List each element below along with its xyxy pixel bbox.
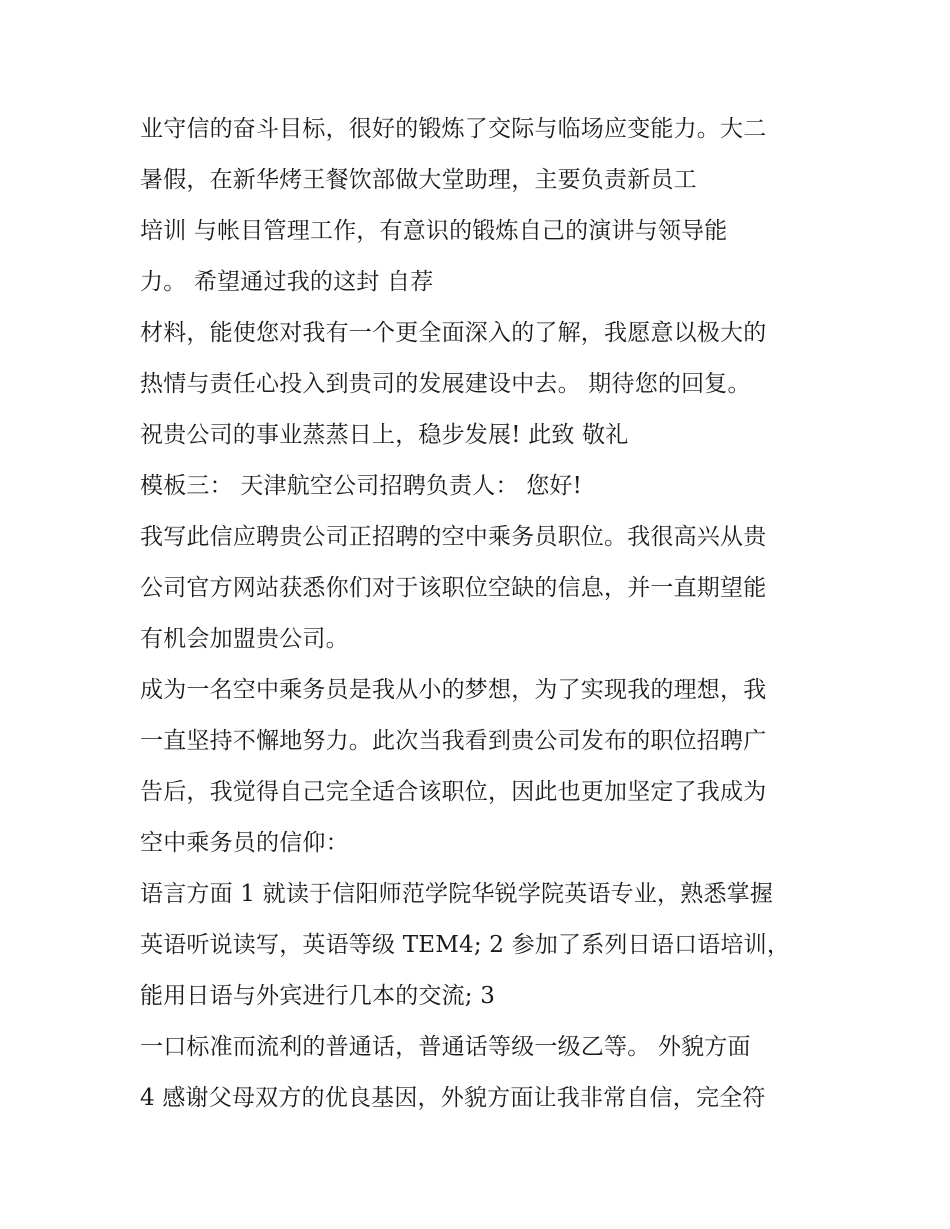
text-line-12: 成为一名空中乘务员是我从小的梦想，为了实现我的理想，我 xyxy=(140,677,767,703)
text-line-7: 祝贵公司的事业蒸蒸日上，稳步发展! 此致 敬礼 xyxy=(140,422,629,448)
section-heading-template-three: 模板三： 天津航空公司招聘负责人： 您好! xyxy=(140,473,583,499)
text-line-19: 一口标准而流利的普通话，普通话等级一级乙等。 外貌方面 xyxy=(140,1034,751,1060)
text-line-13: 一直坚持不懈地努力。此次当我看到贵公司发布的职位招聘广 xyxy=(140,728,767,754)
text-line-16: 语言方面 1 就读于信阳师范学院华锐学院英语专业，熟悉掌握 xyxy=(140,881,774,907)
text-line-3: 培训 与帐目管理工作，有意识的锻炼自己的演讲与领导能 xyxy=(140,218,728,244)
text-line-15: 空中乘务员的信仰： xyxy=(140,830,349,856)
text-line-11: 有机会加盟贵公司。 xyxy=(140,626,349,652)
text-line-6: 热情与责任心投入到贵司的发展建设中去。 期待您的回复。 xyxy=(140,371,751,397)
text-line-1: 业守信的奋斗目标，很好的锻炼了交际与临场应变能力。大二 xyxy=(140,116,767,142)
text-line-20: 4 感谢父母双方的优良基因，外貌方面让我非常自信，完全符 xyxy=(140,1085,766,1111)
text-line-9: 我写此信应聘贵公司正招聘的空中乘务员职位。我很高兴从贵 xyxy=(140,524,767,550)
text-line-10: 公司官方网站获悉你们对于该职位空缺的信息，并一直期望能 xyxy=(140,575,767,601)
text-line-4: 力。 希望通过我的这封 自荐 xyxy=(140,269,434,295)
text-line-18: 能用日语与外宾进行几本的交流; 3 xyxy=(140,983,496,1009)
text-line-2: 暑假，在新华烤王餐饮部做大堂助理，主要负责新员工 xyxy=(140,167,697,193)
text-line-5: 材料，能使您对我有一个更全面深入的了解，我愿意以极大的 xyxy=(140,320,767,346)
text-line-17: 英语听说读写，英语等级 TEM4; 2 参加了系列日语口语培训， xyxy=(140,932,791,958)
text-line-14: 告后，我觉得自己完全适合该职位，因此也更加坚定了我成为 xyxy=(140,779,767,805)
document-body xyxy=(140,104,830,1124)
